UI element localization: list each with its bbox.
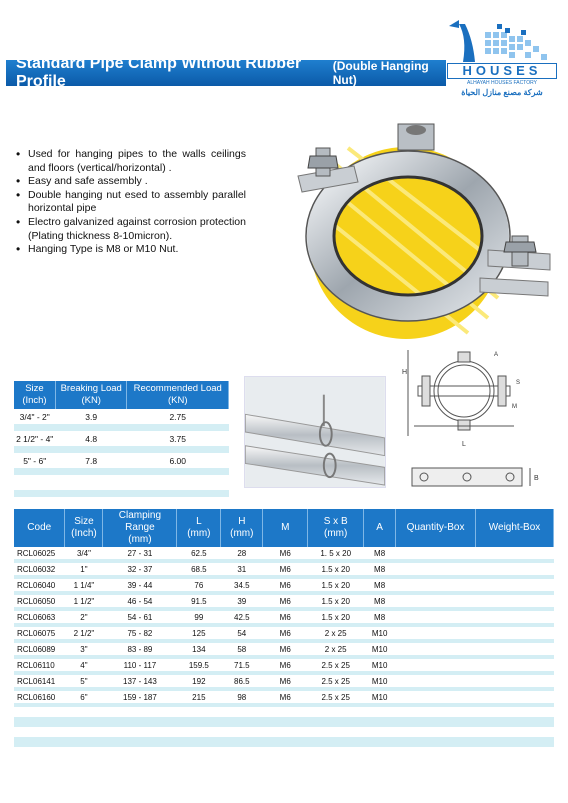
table-cell: 34.5 [234, 580, 250, 590]
col-sxb: S x B (mm) [308, 509, 364, 547]
table-cell [396, 691, 476, 703]
table-cell: M10 [371, 660, 388, 670]
table-cell: 1.5 x 20 [321, 564, 350, 574]
table-cell: M10 [371, 628, 388, 638]
table-cell: RCL06050 [17, 596, 56, 606]
table-cell: 110 - 117 [123, 660, 157, 670]
table-cell: 4" [80, 660, 88, 670]
table-cell [396, 547, 476, 559]
table-cell [476, 627, 554, 639]
table-cell: 39 - 44 [127, 580, 153, 590]
logo-arabic-text: شركة مصنع منازل الحياة [461, 88, 543, 97]
col-h: H (mm) [221, 509, 263, 547]
pipe-clamp-product-image [258, 118, 558, 348]
table-cell: 2.5 x 25 [321, 692, 350, 702]
table-cell: 86.5 [234, 676, 250, 686]
dim-s-label: S [516, 380, 521, 386]
feature-item: • Easy and safe assembly . [14, 175, 246, 189]
feature-list [14, 148, 246, 257]
table-cell: RCL06141 [17, 676, 56, 686]
table-cell: 42.5 [234, 612, 250, 622]
table-cell: 215 [192, 692, 206, 702]
table-cell: 46 - 54 [127, 596, 153, 606]
dim-a-label: A [494, 352, 499, 358]
table-cell [396, 627, 476, 639]
table-cell: 1.5 x 20 [321, 596, 350, 606]
load-table [14, 381, 229, 497]
table-cell: 31 [237, 564, 247, 574]
load-col-breaking: Breaking Load (KN) [55, 381, 127, 409]
table-cell: 192 [192, 676, 206, 686]
technical-drawing [394, 346, 558, 496]
dim-b-label: B [534, 475, 539, 482]
table-cell [476, 643, 554, 655]
table-row [14, 547, 554, 559]
table-cell: M10 [371, 676, 388, 686]
table-cell: RCL06089 [17, 644, 56, 654]
table-cell: RCL06160 [17, 692, 56, 702]
table-cell: 54 - 61 [127, 612, 153, 622]
col-clamping-range: Clamping Range (mm) [103, 509, 177, 547]
table-cell: 2 x 25 [324, 644, 347, 654]
table-row [14, 595, 554, 607]
table-cell: 28 [237, 548, 247, 558]
table-cell [476, 579, 554, 591]
dim-l-label: L [462, 441, 466, 448]
table-cell: 54 [237, 628, 247, 638]
table-cell: 1.5 x 20 [321, 580, 350, 590]
company-logo [445, 18, 560, 98]
table-cell: M8 [374, 580, 386, 590]
table-cell: 134 [192, 644, 206, 654]
table-cell [476, 595, 554, 607]
table-cell: 39 [237, 596, 247, 606]
table-cell: 2.5 x 25 [321, 660, 350, 670]
product-table [14, 509, 554, 747]
table-cell: M8 [374, 548, 386, 558]
table-cell: 27 - 31 [127, 548, 153, 558]
table-cell: 125 [192, 628, 206, 638]
table-cell: M6 [279, 644, 291, 654]
table-cell: 1" [80, 564, 88, 574]
feature-item: • Double hanging nut esed to assembly parallel horizontal pipe [14, 189, 246, 216]
col-code: Code [14, 509, 65, 547]
table-cell: RCL06110 [17, 660, 55, 670]
table-cell: 2.5 x 25 [321, 676, 350, 686]
table-cell [396, 675, 476, 687]
table-cell: 5" [80, 676, 88, 686]
logo-wordmark: HOUSES [447, 63, 557, 79]
table-cell: M6 [279, 660, 291, 670]
table-cell: M10 [371, 644, 388, 654]
table-cell: 91.5 [191, 596, 207, 606]
table-cell: M6 [279, 612, 291, 622]
page-subtitle: (Double Hanging Nut) [332, 59, 429, 87]
feature-item: • Used for hanging pipes to the walls ceilings and floors (vertical/horizontal) . [14, 148, 246, 175]
table-cell: M6 [279, 676, 291, 686]
table-cell: 1. 5 x 20 [320, 548, 352, 558]
table-cell: 137 - 143 [123, 676, 157, 686]
table-cell: 58 [237, 644, 247, 654]
dim-h-label: H [402, 369, 408, 376]
table-row [14, 659, 554, 671]
table-cell: M8 [374, 612, 386, 622]
table-row [14, 611, 554, 623]
table-cell: 2 x 25 [324, 628, 347, 638]
col-l: L (mm) [177, 509, 221, 547]
dim-m-label: M [512, 404, 517, 410]
table-cell: RCL06040 [17, 580, 56, 590]
table-cell: M6 [279, 564, 291, 574]
table-cell: M8 [374, 596, 386, 606]
table-cell [396, 611, 476, 623]
table-cell: 6" [80, 692, 88, 702]
page-title: Standard Pipe Clamp Without Rubber Profile [16, 55, 302, 90]
logo-subtext: ALHAYAH HOUSES FACTORY [467, 80, 537, 86]
table-row [14, 691, 554, 703]
table-cell: 75 - 82 [127, 628, 153, 638]
table-cell: 159 - 187 [123, 692, 157, 702]
table-cell: RCL06032 [17, 564, 56, 574]
table-cell: 98 [237, 692, 247, 702]
installed-pipes-photo [244, 376, 386, 488]
page-title-bar [6, 55, 446, 90]
table-cell [396, 579, 476, 591]
table-cell: RCL06025 [17, 548, 56, 558]
table-cell: M6 [279, 548, 291, 558]
table-cell: M6 [279, 580, 291, 590]
col-size: Size (Inch) [65, 509, 103, 547]
feature-item: • Hanging Type is M8 or M10 Nut. [14, 243, 246, 257]
table-cell [476, 547, 554, 559]
col-weight-box: Weight-Box [476, 509, 554, 547]
table-cell: M10 [371, 692, 388, 702]
col-quantity-box: Quantity-Box [396, 509, 476, 547]
table-cell: 3" [80, 644, 88, 654]
table-cell: 1 1/4" [73, 580, 95, 590]
logo-graphic-icon [445, 18, 560, 64]
table-row [14, 675, 554, 687]
table-cell: RCL06063 [17, 612, 56, 622]
table-cell [476, 611, 554, 623]
col-m: M [263, 509, 308, 547]
load-col-recommended: Recommended Load (KN) [127, 381, 229, 409]
table-cell [396, 563, 476, 575]
table-row [14, 643, 554, 655]
feature-item: • Electro galvanized against corrosion protection (Plating thickness 8-10micron). [14, 216, 246, 243]
table-cell: 2" [80, 612, 88, 622]
table-cell: M8 [374, 564, 386, 574]
table-cell: 1 1/2" [73, 596, 95, 606]
table-cell: M6 [279, 692, 291, 702]
load-col-size: Size (Inch) [14, 381, 55, 409]
table-cell: 71.5 [234, 660, 250, 670]
table-row [14, 627, 554, 639]
table-cell: 2 1/2" [73, 628, 95, 638]
table-cell [396, 659, 476, 671]
col-a: A [364, 509, 396, 547]
table-cell: M6 [279, 628, 291, 638]
table-cell: 3/4" [76, 548, 91, 558]
table-cell: RCL06075 [17, 628, 56, 638]
table-cell: M6 [279, 596, 291, 606]
table-cell: 83 - 89 [127, 644, 153, 654]
table-cell [476, 691, 554, 703]
table-cell [396, 643, 476, 655]
table-cell: 32 - 37 [127, 564, 153, 574]
table-cell: 68.5 [191, 564, 207, 574]
table-cell: 99 [194, 612, 204, 622]
table-cell: 62.5 [191, 548, 207, 558]
table-cell: 76 [194, 580, 204, 590]
table-row: 5" - 6" 7.8 6.00 [14, 453, 229, 468]
table-cell [476, 675, 554, 687]
table-row: 2 1/2" - 4" 4.8 3.75 [14, 431, 229, 446]
table-cell [396, 595, 476, 607]
table-cell: 1.5 x 20 [321, 612, 350, 622]
table-row: 3/4" - 2" 3.9 2.75 [14, 409, 229, 424]
table-row [14, 563, 554, 575]
table-cell [476, 659, 554, 671]
table-row [14, 579, 554, 591]
table-cell: 159.5 [188, 660, 209, 670]
table-cell [476, 563, 554, 575]
